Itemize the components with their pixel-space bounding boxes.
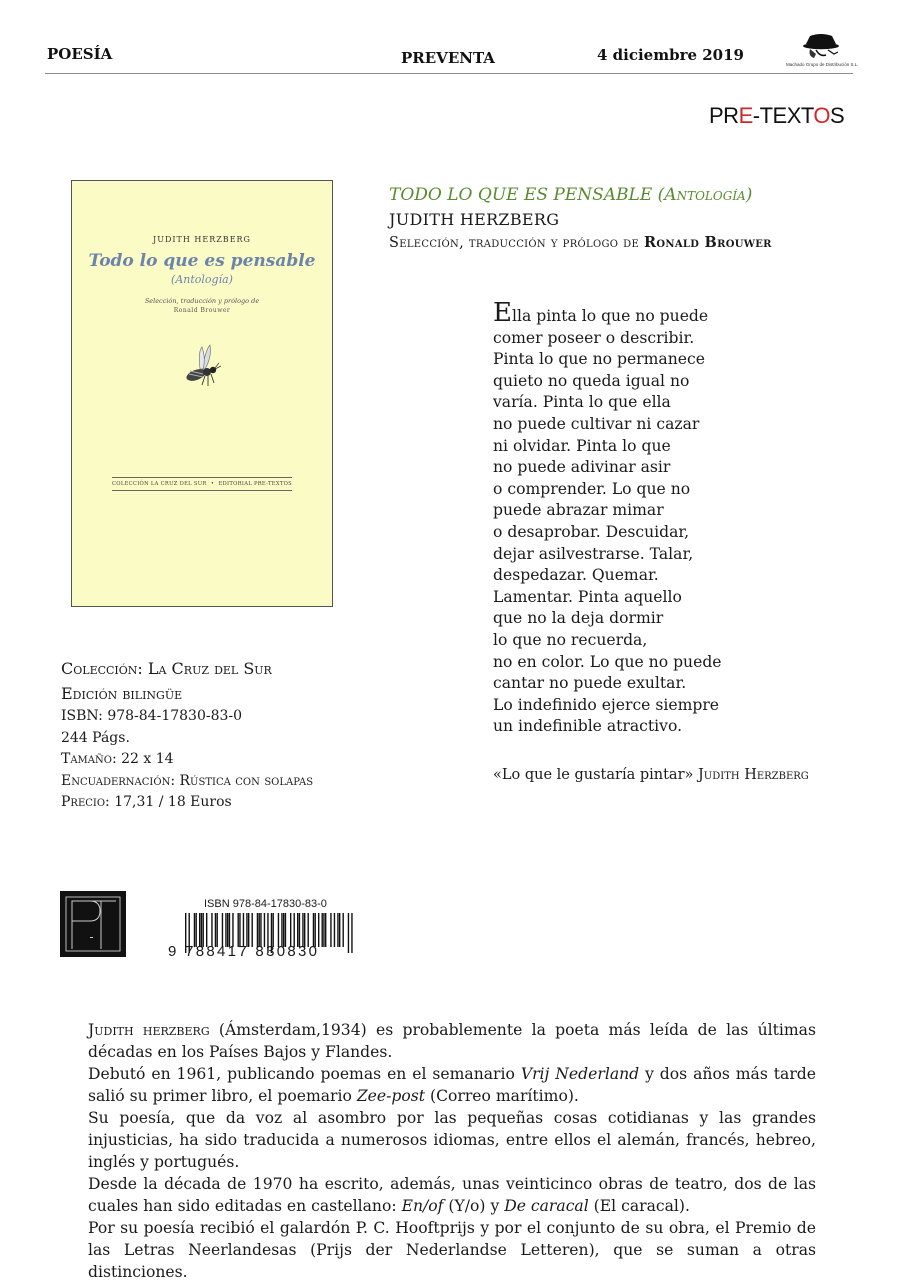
author-bio xyxy=(88,1019,816,1283)
barcode-bar xyxy=(196,913,197,947)
barcode-bar xyxy=(238,913,239,947)
pt-monogram-icon xyxy=(60,891,126,957)
book-details xyxy=(61,657,361,814)
barcode-isbn: ISBN 978-84-17830-83-0 xyxy=(204,898,327,910)
barcode-bar xyxy=(285,913,286,947)
publication-date: 4 diciembre 2019 xyxy=(597,46,744,64)
poem xyxy=(493,298,753,738)
detail-size: Tamaño: 22 x 14 xyxy=(61,751,174,767)
poem-line: que no la deja dormir xyxy=(493,609,664,628)
book-cover xyxy=(71,180,333,607)
bio-author-name: Judith herzberg xyxy=(88,1021,210,1039)
distributor-hat-icon xyxy=(786,30,856,64)
detail-price: Precio: 17,31 / 18 Euros xyxy=(61,794,232,810)
barcode-bar xyxy=(318,913,319,947)
barcode-bar xyxy=(343,913,344,947)
bio-paragraph: Su poesía, que da voz al asombro por las pequeñas cosas cotidianas y las grandes injusticias, ha sido traducida a numerosos idiomas, entre ellos el alemán, francés, hebreo, inglés y portugués. xyxy=(88,1109,816,1171)
presale-label: PREVENTA xyxy=(401,49,495,67)
barcode-bar xyxy=(339,913,340,947)
poem-line: quieto no queda igual no xyxy=(493,371,690,390)
barcode-bar xyxy=(194,913,195,947)
cover-subtitle: (Antología) xyxy=(171,273,233,286)
barcode-bar xyxy=(201,913,202,947)
poem-dropcap: E xyxy=(493,298,512,328)
barcode-bar xyxy=(313,913,314,947)
poem-line: Pinta lo que no permanece xyxy=(493,350,705,369)
barcode-bar xyxy=(334,913,335,947)
barcode-bar xyxy=(243,913,244,947)
barcode-bar xyxy=(225,913,226,947)
poem-line: o desaprobar. Descuidar, xyxy=(493,522,690,541)
barcode-bar xyxy=(246,913,247,947)
poem-line: varía. Pinta lo que ella xyxy=(493,393,671,412)
barcode-bar xyxy=(264,913,265,947)
barcode-bar xyxy=(260,913,261,947)
barcode xyxy=(168,898,358,964)
barcode-bar xyxy=(351,913,352,953)
barcode-bar xyxy=(304,913,305,947)
cover-publisher: EDITORIAL PRE-TEXTOS xyxy=(218,481,292,487)
poem-line: ni olvidar. Pinta lo que xyxy=(493,436,671,455)
barcode-bar xyxy=(227,913,228,947)
barcode-bar xyxy=(239,913,240,947)
barcode-bar xyxy=(217,913,218,947)
cover-footer xyxy=(112,481,292,487)
poem-line: no en color. Lo que no puede xyxy=(493,652,722,671)
cover-separator: • xyxy=(210,481,215,487)
barcode-bar xyxy=(199,913,200,947)
cover-editor: Ronald Brouwer xyxy=(173,307,231,314)
poem-line: lo que no recuerda, xyxy=(493,630,648,649)
barcode-bar xyxy=(232,913,233,947)
poem-source: «Lo que le gustaría pintar» Judith Herzberg xyxy=(493,767,809,783)
detail-edition: Edición bilingüe xyxy=(61,683,183,703)
poem-line: no puede adivinar asir xyxy=(493,458,671,477)
barcode-bar xyxy=(215,913,216,947)
barcode-bar xyxy=(297,913,298,947)
barcode-bar xyxy=(294,913,295,947)
book-credit: Selección, traducción y prólogo de Ronald Brouwer xyxy=(389,234,772,251)
poem-line: o comprender. Lo que no xyxy=(493,479,691,498)
barcode-bar xyxy=(259,913,260,947)
poem-line: un indefinible atractivo. xyxy=(493,717,683,736)
barcode-bar xyxy=(229,913,230,947)
poem-line: cantar no puede exultar. xyxy=(493,674,687,693)
detail-binding: Encuadernación: Rústica con solapas xyxy=(61,772,314,789)
barcode-bar xyxy=(315,913,316,947)
detail-pages: 244 Págs. xyxy=(61,729,130,746)
barcode-bar xyxy=(348,913,349,953)
detail-collection: Colección: La Cruz del Sur xyxy=(61,659,272,678)
publisher-logo: PRE-TEXTOS xyxy=(709,103,845,128)
book-credit-name: Ronald Brouwer xyxy=(644,234,772,251)
poem-source-author: Judith Herzberg xyxy=(697,767,809,783)
detail-isbn: ISBN: 978-84-17830-83-0 xyxy=(61,708,243,724)
distributor-logo xyxy=(786,30,859,72)
barcode-bar xyxy=(206,913,207,947)
cover-rule-top xyxy=(112,477,292,478)
barcode-bar xyxy=(248,913,249,947)
bio-paragraph: Judith herzberg (Ámsterdam,1934) es probablemente la poeta más leída de las últimas décadas en los Países Bajos y Flandes. xyxy=(88,1021,816,1061)
cover-title: Todo lo que es pensable xyxy=(88,251,316,271)
barcode-bar xyxy=(330,913,331,947)
barcode-bar xyxy=(278,913,279,947)
barcode-bar xyxy=(323,913,324,947)
barcode-bar xyxy=(283,913,284,947)
bio-paragraph: Por su poesía recibió el galardón P. C. Hooftprijs y por el conjunto de su obra, el Premio de las Letras Neerlandesas (Prijs der Nederlandse Letteren), que se suman a otras distinciones. xyxy=(88,1219,816,1281)
poem-line: Lo indefinido ejerce siempre xyxy=(493,695,720,714)
book-title: TODO LO QUE ES PENSABLE (Antología) xyxy=(389,185,753,205)
poem-line: dejar asilvestrarse. Talar, xyxy=(493,544,694,563)
barcode-bar xyxy=(337,913,338,947)
poem-line: comer poseer o describir. xyxy=(493,328,695,347)
book-title-note: (Antología) xyxy=(657,185,753,205)
barcode-bar xyxy=(302,913,303,947)
barcode-bar xyxy=(203,913,204,947)
barcode-bar xyxy=(273,913,274,947)
poem-line: despedazar. Quemar. xyxy=(493,566,659,585)
poem-line: Ella pinta lo que no puede xyxy=(493,298,709,328)
pretextos-pt-logo xyxy=(60,891,126,957)
barcode-bar xyxy=(222,913,223,947)
barcode-bar xyxy=(281,913,282,947)
barcode-bar xyxy=(308,913,309,947)
bio-paragraph: Debutó en 1961, publicando poemas en el semanario Vrij Nederland y dos años más tarde salió su primer libro, el poemario Zee-post (Correo marítimo). xyxy=(88,1065,817,1105)
header-rule xyxy=(45,73,853,74)
distributor-caption: Machado Grupo de Distribución S.L. xyxy=(786,62,859,67)
poem-line: Lamentar. Pinta aquello xyxy=(493,587,682,606)
bee-icon xyxy=(172,341,232,401)
cover-collection: COLECCIÓN LA CRUZ DEL SUR xyxy=(112,481,207,487)
barcode-bar xyxy=(211,913,212,947)
barcode-digits: 9 788417 830830 xyxy=(168,943,320,960)
cover-rule-bottom xyxy=(112,490,292,491)
barcode-bar xyxy=(322,913,323,947)
barcode-bar xyxy=(252,913,253,947)
cover-author: JUDITH HERZBERG xyxy=(153,235,251,244)
barcode-bar xyxy=(325,913,326,947)
book-author: JUDITH HERZBERG xyxy=(389,210,560,229)
section-label: POESÍA xyxy=(47,45,113,63)
barcode-bar xyxy=(257,913,258,947)
poem-line: no puede cultivar ni cazar xyxy=(493,414,700,433)
barcode-bar xyxy=(299,913,300,947)
cover-credit: Selección, traducción y prólogo de xyxy=(144,297,260,305)
barcode-bar xyxy=(290,913,291,947)
bio-paragraph: Desde la década de 1970 ha escrito, además, unas veinticinco obras de teatro, dos de las cuales han sido editadas en castellano: En/of (Y/o) y De caracal (El caracal). xyxy=(88,1175,816,1215)
poem-line: puede abrazar mimar xyxy=(493,501,664,520)
